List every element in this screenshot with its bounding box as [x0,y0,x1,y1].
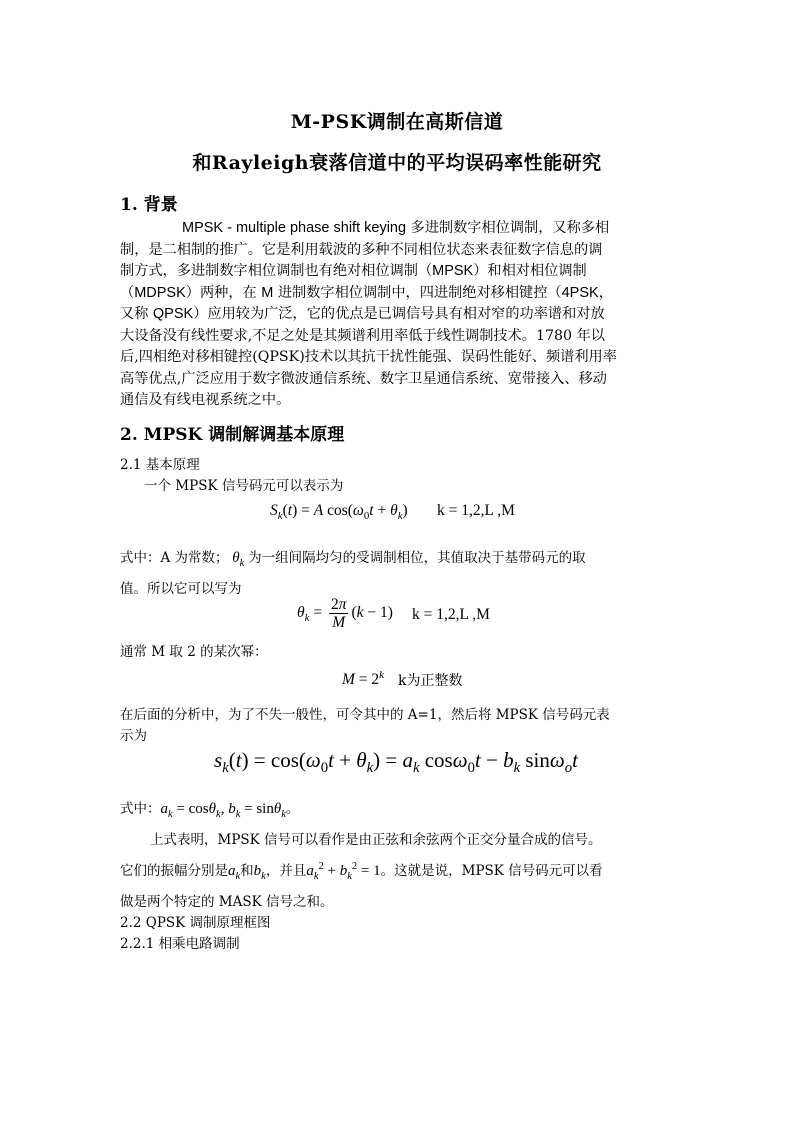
equation-expanded: $s_k(t) = \cos(\omega_0t + \theta_k) = a_k$ $\cos\omega_0t - b_k$ sinω$_o$t [214,748,578,777]
background-paragraph: MPSK - multiple phase shift keying 多进制数字相位调制，又称多相 制，是二相制的推广。它是利用载波的多种不同相位状态来表征数字信息的调 制方式，多进制数字相位调制也有绝对相位调制（MPSK）和相对相位调制 （MDPSK）两种，在 M 进制数字相位调制中，四进制绝对移相键控（4PSK， 又称 QPSK）应用较为广泛，它的优点是已调信号具有相对窄的功率谱和对放 大设备没有线性要求,不足之处是其频谱利用率低于线性调制技术。1780 年以 后,四相绝对移相键控(QPSK)技术以其抗干扰性能强、误码性能好、频谱利用率 高等优点,广泛应用于数字微波通信系统、数字卫星通信系统、宽带接入、移动 通信及有线电视系统之中。 [120,220,617,408]
subsection-2-1: 2.1 基本原理 [120,457,200,473]
explain-text-3: 做是两个特定的 MASK 信号之和。 [120,894,334,910]
equation-phase: $\theta_k$ = $\frac{2\pi}{M}$ (k − 1) [297,596,393,631]
subsection-2-2-1: 2.2.1 相乘电路调制 [120,936,240,952]
equation-signal: $S_k(t) = A$ $\cos(\omega_0t + \theta_k)$ [270,502,408,523]
equation-power: $M = 2^k$ [342,669,384,689]
analysis-text-2: 示为 [120,728,147,744]
section-heading-background: 1. 背景 [120,195,178,215]
intro-text: 一个 MPSK 信号码元可以表示为 [144,478,344,494]
usual-text: 通常 M 取 2 的某次幂： [120,644,268,660]
explain-text-2: 它们的振幅分别是$a_k$和$b_k$，并且$a_k^2 + b_k^2 = 1$。这就是说，MPSK 信号码元可以看 [120,861,603,882]
unit-amplitude-equation: $a_k^2 + b_k^2 = 1$ [306,861,381,882]
analysis-text-1: 在后面的分析中，为了不失一般性，可令其中的 A=1，然后将 MPSK 信号码元表 [120,707,610,723]
where-text-1: 式中：A 为常数； $\theta_k$ 为一组间隔均匀的受调制相位，其值取决于基带码元的取 [120,550,586,569]
subsection-2-2: 2.2 QPSK 调制原理框图 [120,915,271,931]
coefficient-definition: $a_k = \cos\theta_k$, $b_k = \sin\theta_k$ [160,801,286,820]
explain-text-1: 上式表明，MPSK 信号可以看作是由正弦和余弦两个正交分量合成的信号。 [150,832,602,848]
section-heading-principle: 2. MPSK 调制解调基本原理 [120,425,345,445]
where-text-3: 式中：$a_k = \cos\theta_k$, $b_k = \sin\theta_k$。 [120,801,300,820]
where-text-2: 值。所以它可以写为 [120,581,242,597]
theta-k-symbol: $\theta_k$ [228,550,245,569]
equation-phase-range: k = 1,2,L ,M [412,606,490,623]
paper-title-line1: M-PSK调制在高斯信道 [290,111,504,133]
paper-title-line2: 和Rayleigh衰落信道中的平均误码率性能研究 [192,152,602,174]
equation-signal-range: k = 1,2,L ,M [437,502,515,519]
equation-power-note: k为正整数 [398,673,463,689]
